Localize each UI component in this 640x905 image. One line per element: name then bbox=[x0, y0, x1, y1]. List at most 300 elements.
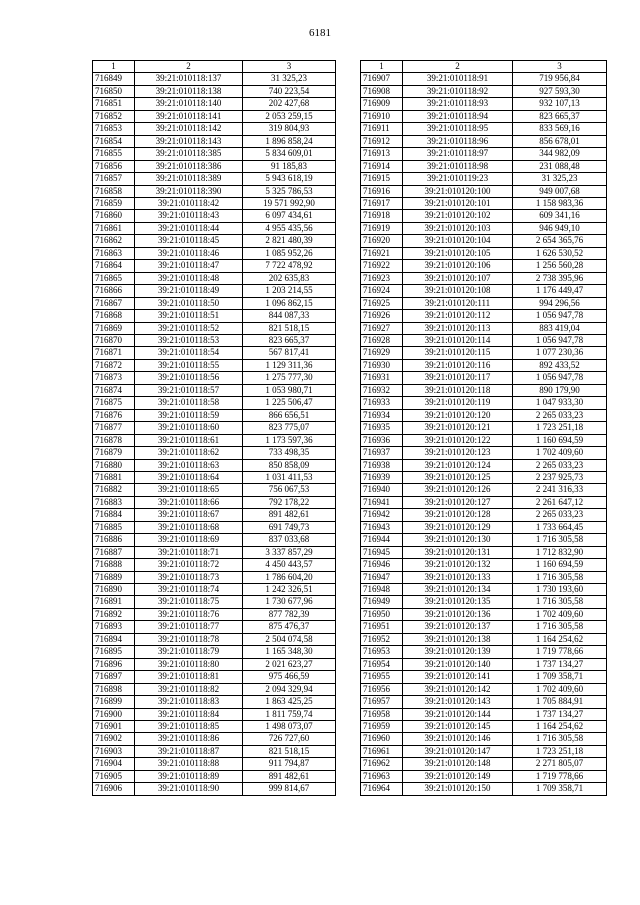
value-cell: 1 730 677,96 bbox=[243, 596, 336, 608]
row-number-cell: 716857 bbox=[93, 173, 135, 185]
table-row bbox=[361, 173, 607, 185]
row-number-cell: 716880 bbox=[93, 459, 135, 471]
value-cell: 1 242 326,51 bbox=[243, 584, 336, 596]
cadastral-number-cell: 39:21:010118:92 bbox=[403, 85, 513, 97]
cadastral-number-cell: 39:21:010118:386 bbox=[135, 160, 243, 172]
cadastral-number-cell: 39:21:010118:64 bbox=[135, 471, 243, 483]
cadastral-number-cell: 39:21:010118:141 bbox=[135, 110, 243, 122]
table-row bbox=[361, 73, 607, 85]
cadastral-number-cell: 39:21:010120:142 bbox=[403, 683, 513, 695]
value-cell: 1 096 862,15 bbox=[243, 297, 336, 309]
cadastral-number-cell: 39:21:010120:101 bbox=[403, 197, 513, 209]
value-cell: 5 943 618,19 bbox=[243, 173, 336, 185]
row-number-cell: 716893 bbox=[93, 621, 135, 633]
value-cell: 1 709 358,71 bbox=[513, 783, 607, 795]
row-number-cell: 716931 bbox=[361, 372, 403, 384]
row-number-cell: 716909 bbox=[361, 98, 403, 110]
cadastral-number-cell: 39:21:010120:125 bbox=[403, 471, 513, 483]
cadastral-number-cell: 39:21:010118:138 bbox=[135, 85, 243, 97]
value-cell: 823 665,37 bbox=[513, 110, 607, 122]
cadastral-number-cell: 39:21:010120:115 bbox=[403, 347, 513, 359]
row-number-cell: 716892 bbox=[93, 608, 135, 620]
table-row bbox=[93, 708, 336, 720]
row-number-cell: 716881 bbox=[93, 471, 135, 483]
table-row bbox=[361, 671, 607, 683]
table-row bbox=[361, 534, 607, 546]
value-cell: 609 341,16 bbox=[513, 210, 607, 222]
column-header: 1 bbox=[361, 61, 403, 73]
value-cell: 1 256 560,28 bbox=[513, 260, 607, 272]
cadastral-number-cell: 39:21:010118:86 bbox=[135, 733, 243, 745]
value-cell: 2 654 365,76 bbox=[513, 235, 607, 247]
value-cell: 319 804,93 bbox=[243, 123, 336, 135]
value-cell: 890 179,90 bbox=[513, 384, 607, 396]
cadastral-number-cell: 39:21:010118:142 bbox=[135, 123, 243, 135]
value-cell: 1 077 230,36 bbox=[513, 347, 607, 359]
cadastral-number-cell: 39:21:010118:73 bbox=[135, 571, 243, 583]
row-number-cell: 716878 bbox=[93, 434, 135, 446]
cadastral-number-cell: 39:21:010120:116 bbox=[403, 359, 513, 371]
cadastral-number-cell: 39:21:010118:54 bbox=[135, 347, 243, 359]
table-row bbox=[361, 359, 607, 371]
table-row bbox=[93, 459, 336, 471]
value-cell: 994 296,56 bbox=[513, 297, 607, 309]
value-cell: 975 466,59 bbox=[243, 671, 336, 683]
cadastral-number-cell: 39:21:010118:42 bbox=[135, 197, 243, 209]
cadastral-number-cell: 39:21:010120:100 bbox=[403, 185, 513, 197]
value-cell: 1 702 409,60 bbox=[513, 608, 607, 620]
column-header: 3 bbox=[513, 61, 607, 73]
row-number-cell: 716951 bbox=[361, 621, 403, 633]
table-row bbox=[361, 148, 607, 160]
cadastral-number-cell: 39:21:010120:138 bbox=[403, 633, 513, 645]
table-row bbox=[93, 770, 336, 782]
value-cell: 1 164 254,62 bbox=[513, 721, 607, 733]
table-row bbox=[93, 633, 336, 645]
value-cell: 823 775,07 bbox=[243, 422, 336, 434]
table-row bbox=[361, 633, 607, 645]
cadastral-number-cell: 39:21:010120:112 bbox=[403, 310, 513, 322]
value-cell: 733 498,35 bbox=[243, 447, 336, 459]
table-row bbox=[93, 534, 336, 546]
cadastral-number-cell: 39:21:010118:62 bbox=[135, 447, 243, 459]
value-cell: 6 097 434,61 bbox=[243, 210, 336, 222]
cadastral-number-cell: 39:21:010120:135 bbox=[403, 596, 513, 608]
value-cell: 31 325,23 bbox=[243, 73, 336, 85]
value-cell: 949 007,68 bbox=[513, 185, 607, 197]
row-number-cell: 716853 bbox=[93, 123, 135, 135]
value-cell: 821 518,15 bbox=[243, 322, 336, 334]
table-row bbox=[93, 384, 336, 396]
value-cell: 1 896 858,24 bbox=[243, 135, 336, 147]
cadastral-number-cell: 39:21:010120:127 bbox=[403, 496, 513, 508]
cadastral-number-cell: 39:21:010120:128 bbox=[403, 509, 513, 521]
table-row bbox=[361, 559, 607, 571]
table-row bbox=[93, 173, 336, 185]
table-row bbox=[361, 471, 607, 483]
cadastral-number-cell: 39:21:010118:81 bbox=[135, 671, 243, 683]
table-row bbox=[93, 571, 336, 583]
cadastral-number-cell: 39:21:010118:89 bbox=[135, 770, 243, 782]
cadastral-number-cell: 39:21:010118:137 bbox=[135, 73, 243, 85]
row-number-cell: 716945 bbox=[361, 546, 403, 558]
row-number-cell: 716956 bbox=[361, 683, 403, 695]
value-cell: 726 727,60 bbox=[243, 733, 336, 745]
table-row bbox=[361, 571, 607, 583]
row-number-cell: 716948 bbox=[361, 584, 403, 596]
cadastral-number-cell: 39:21:010118:85 bbox=[135, 721, 243, 733]
table-row bbox=[93, 347, 336, 359]
row-number-cell: 716952 bbox=[361, 633, 403, 645]
value-cell: 1 716 305,58 bbox=[513, 571, 607, 583]
cadastral-number-cell: 39:21:010120:123 bbox=[403, 447, 513, 459]
value-cell: 1 723 251,18 bbox=[513, 422, 607, 434]
value-cell: 1 716 305,58 bbox=[513, 596, 607, 608]
table-row bbox=[361, 708, 607, 720]
table-row bbox=[93, 372, 336, 384]
cadastral-number-cell: 39:21:010120:114 bbox=[403, 334, 513, 346]
table-row bbox=[93, 745, 336, 757]
value-cell: 1 203 214,55 bbox=[243, 285, 336, 297]
value-cell: 1 737 134,27 bbox=[513, 708, 607, 720]
row-number-cell: 716955 bbox=[361, 671, 403, 683]
column-header: 2 bbox=[135, 61, 243, 73]
table-row bbox=[361, 210, 607, 222]
cadastral-number-cell: 39:21:010118:77 bbox=[135, 621, 243, 633]
row-number-cell: 716936 bbox=[361, 434, 403, 446]
row-number-cell: 716888 bbox=[93, 559, 135, 571]
row-number-cell: 716864 bbox=[93, 260, 135, 272]
row-number-cell: 716866 bbox=[93, 285, 135, 297]
table-row bbox=[361, 222, 607, 234]
cadastral-number-cell: 39:21:010118:93 bbox=[403, 98, 513, 110]
value-cell: 2 271 805,07 bbox=[513, 758, 607, 770]
table-row bbox=[361, 372, 607, 384]
table-row bbox=[93, 272, 336, 284]
row-number-cell: 716871 bbox=[93, 347, 135, 359]
table-row bbox=[93, 185, 336, 197]
row-number-cell: 716896 bbox=[93, 658, 135, 670]
row-number-cell: 716903 bbox=[93, 745, 135, 757]
row-number-cell: 716889 bbox=[93, 571, 135, 583]
table-row bbox=[361, 123, 607, 135]
row-number-cell: 716960 bbox=[361, 733, 403, 745]
table-row bbox=[93, 285, 336, 297]
value-cell: 2 021 623,27 bbox=[243, 658, 336, 670]
value-cell: 1 129 311,36 bbox=[243, 359, 336, 371]
column-header: 3 bbox=[243, 61, 336, 73]
table-row bbox=[361, 596, 607, 608]
row-number-cell: 716957 bbox=[361, 696, 403, 708]
row-number-cell: 716861 bbox=[93, 222, 135, 234]
row-number-cell: 716938 bbox=[361, 459, 403, 471]
table-header-row bbox=[361, 61, 607, 73]
row-number-cell: 716855 bbox=[93, 148, 135, 160]
value-cell: 2 821 480,39 bbox=[243, 235, 336, 247]
row-number-cell: 716912 bbox=[361, 135, 403, 147]
row-number-cell: 716869 bbox=[93, 322, 135, 334]
row-number-cell: 716851 bbox=[93, 98, 135, 110]
row-number-cell: 716915 bbox=[361, 173, 403, 185]
value-cell: 792 178,22 bbox=[243, 496, 336, 508]
table-row bbox=[93, 297, 336, 309]
table-row bbox=[93, 447, 336, 459]
row-number-cell: 716911 bbox=[361, 123, 403, 135]
row-number-cell: 716873 bbox=[93, 372, 135, 384]
value-cell: 999 814,67 bbox=[243, 783, 336, 795]
value-cell: 1 047 933,30 bbox=[513, 397, 607, 409]
cadastral-number-cell: 39:21:010118:47 bbox=[135, 260, 243, 272]
table-row bbox=[361, 770, 607, 782]
table-row bbox=[361, 745, 607, 757]
row-number-cell: 716918 bbox=[361, 210, 403, 222]
table-row bbox=[93, 671, 336, 683]
table-row bbox=[361, 297, 607, 309]
row-number-cell: 716942 bbox=[361, 509, 403, 521]
cadastral-number-cell: 39:21:010118:97 bbox=[403, 148, 513, 160]
cadastral-number-cell: 39:21:010118:95 bbox=[403, 123, 513, 135]
cadastral-number-cell: 39:21:010120:117 bbox=[403, 372, 513, 384]
cadastral-number-cell: 39:21:010118:96 bbox=[403, 135, 513, 147]
cadastral-number-cell: 39:21:010118:51 bbox=[135, 310, 243, 322]
table-row bbox=[361, 733, 607, 745]
row-number-cell: 716877 bbox=[93, 422, 135, 434]
cadastral-number-cell: 39:21:010120:150 bbox=[403, 783, 513, 795]
row-number-cell: 716908 bbox=[361, 85, 403, 97]
row-number-cell: 716950 bbox=[361, 608, 403, 620]
row-number-cell: 716849 bbox=[93, 73, 135, 85]
table-row bbox=[361, 696, 607, 708]
value-cell: 1 085 952,26 bbox=[243, 247, 336, 259]
row-number-cell: 716937 bbox=[361, 447, 403, 459]
column-header: 1 bbox=[93, 61, 135, 73]
table-row bbox=[93, 359, 336, 371]
cadastral-number-cell: 39:21:010118:72 bbox=[135, 559, 243, 571]
cadastral-number-cell: 39:21:010118:56 bbox=[135, 372, 243, 384]
cadastral-number-cell: 39:21:010118:60 bbox=[135, 422, 243, 434]
value-cell: 740 223,54 bbox=[243, 85, 336, 97]
cadastral-number-cell: 39:21:010118:94 bbox=[403, 110, 513, 122]
table-row bbox=[93, 733, 336, 745]
cadastral-number-cell: 39:21:010118:76 bbox=[135, 608, 243, 620]
table-row bbox=[93, 73, 336, 85]
table-row bbox=[93, 658, 336, 670]
row-number-cell: 716963 bbox=[361, 770, 403, 782]
value-cell: 837 033,68 bbox=[243, 534, 336, 546]
value-cell: 91 185,83 bbox=[243, 160, 336, 172]
row-number-cell: 716900 bbox=[93, 708, 135, 720]
row-number-cell: 716906 bbox=[93, 783, 135, 795]
table-right-body bbox=[361, 61, 607, 796]
row-number-cell: 716927 bbox=[361, 322, 403, 334]
table-left-body bbox=[93, 61, 336, 796]
row-number-cell: 716919 bbox=[361, 222, 403, 234]
table-row bbox=[93, 471, 336, 483]
table-row bbox=[93, 85, 336, 97]
value-cell: 1 056 947,78 bbox=[513, 334, 607, 346]
row-number-cell: 716863 bbox=[93, 247, 135, 259]
value-cell: 856 678,01 bbox=[513, 135, 607, 147]
cadastral-number-cell: 39:21:010120:130 bbox=[403, 534, 513, 546]
table-row bbox=[361, 197, 607, 209]
row-number-cell: 716891 bbox=[93, 596, 135, 608]
cadastral-number-cell: 39:21:010118:67 bbox=[135, 509, 243, 521]
table-row bbox=[361, 397, 607, 409]
value-cell: 1 498 073,07 bbox=[243, 721, 336, 733]
table-row bbox=[93, 484, 336, 496]
row-number-cell: 716914 bbox=[361, 160, 403, 172]
row-number-cell: 716921 bbox=[361, 247, 403, 259]
table-row bbox=[93, 409, 336, 421]
row-number-cell: 716882 bbox=[93, 484, 135, 496]
row-number-cell: 716902 bbox=[93, 733, 135, 745]
row-number-cell: 716905 bbox=[93, 770, 135, 782]
value-cell: 1 730 193,60 bbox=[513, 584, 607, 596]
table-row bbox=[93, 110, 336, 122]
table-row bbox=[93, 222, 336, 234]
table-row bbox=[93, 235, 336, 247]
table-row bbox=[361, 758, 607, 770]
row-number-cell: 716874 bbox=[93, 384, 135, 396]
cadastral-number-cell: 39:21:010118:143 bbox=[135, 135, 243, 147]
cadastral-number-cell: 39:21:010118:46 bbox=[135, 247, 243, 259]
value-cell: 2 261 647,12 bbox=[513, 496, 607, 508]
row-number-cell: 716898 bbox=[93, 683, 135, 695]
row-number-cell: 716876 bbox=[93, 409, 135, 421]
value-cell: 2 738 395,96 bbox=[513, 272, 607, 284]
cadastral-number-cell: 39:21:010120:121 bbox=[403, 422, 513, 434]
cadastral-number-cell: 39:21:010118:90 bbox=[135, 783, 243, 795]
cadastral-number-cell: 39:21:010118:65 bbox=[135, 484, 243, 496]
table-row bbox=[93, 783, 336, 795]
value-cell: 202 635,83 bbox=[243, 272, 336, 284]
table-row bbox=[93, 322, 336, 334]
table-row bbox=[93, 521, 336, 533]
table-row bbox=[93, 197, 336, 209]
value-cell: 821 518,15 bbox=[243, 745, 336, 757]
cadastral-number-cell: 39:21:010120:131 bbox=[403, 546, 513, 558]
value-cell: 1 702 409,60 bbox=[513, 447, 607, 459]
cadastral-number-cell: 39:21:010120:132 bbox=[403, 559, 513, 571]
table-row bbox=[361, 260, 607, 272]
row-number-cell: 716916 bbox=[361, 185, 403, 197]
table-row bbox=[361, 783, 607, 795]
cadastral-number-cell: 39:21:010118:69 bbox=[135, 534, 243, 546]
cadastral-number-cell: 39:21:010118:75 bbox=[135, 596, 243, 608]
cadastral-number-cell: 39:21:010118:71 bbox=[135, 546, 243, 558]
row-number-cell: 716897 bbox=[93, 671, 135, 683]
value-cell: 1 733 664,45 bbox=[513, 521, 607, 533]
cadastral-number-cell: 39:21:010118:43 bbox=[135, 210, 243, 222]
cadastral-number-cell: 39:21:010120:104 bbox=[403, 235, 513, 247]
value-cell: 2 265 033,23 bbox=[513, 509, 607, 521]
value-cell: 1 031 411,53 bbox=[243, 471, 336, 483]
row-number-cell: 716922 bbox=[361, 260, 403, 272]
row-number-cell: 716899 bbox=[93, 696, 135, 708]
table-row bbox=[93, 496, 336, 508]
row-number-cell: 716856 bbox=[93, 160, 135, 172]
value-cell: 2 237 925,73 bbox=[513, 471, 607, 483]
value-cell: 1 626 530,52 bbox=[513, 247, 607, 259]
value-cell: 1 712 832,90 bbox=[513, 546, 607, 558]
cadastral-number-cell: 39:21:010120:106 bbox=[403, 260, 513, 272]
table-row bbox=[361, 447, 607, 459]
cadastral-number-cell: 39:21:010120:119 bbox=[403, 397, 513, 409]
cadastral-number-cell: 39:21:010120:113 bbox=[403, 322, 513, 334]
cadastral-number-cell: 39:21:010119:23 bbox=[403, 173, 513, 185]
value-cell: 1 056 947,78 bbox=[513, 372, 607, 384]
cadastral-number-cell: 39:21:010118:91 bbox=[403, 73, 513, 85]
cadastral-number-cell: 39:21:010120:111 bbox=[403, 297, 513, 309]
value-cell: 891 482,61 bbox=[243, 770, 336, 782]
cadastral-number-cell: 39:21:010120:143 bbox=[403, 696, 513, 708]
table-row bbox=[93, 596, 336, 608]
value-cell: 2 053 259,15 bbox=[243, 110, 336, 122]
value-cell: 1 737 134,27 bbox=[513, 658, 607, 670]
value-cell: 567 817,41 bbox=[243, 347, 336, 359]
cadastral-number-cell: 39:21:010118:48 bbox=[135, 272, 243, 284]
row-number-cell: 716953 bbox=[361, 646, 403, 658]
row-number-cell: 716862 bbox=[93, 235, 135, 247]
cadastral-number-cell: 39:21:010118:79 bbox=[135, 646, 243, 658]
table-row bbox=[93, 422, 336, 434]
cadastral-number-cell: 39:21:010120:140 bbox=[403, 658, 513, 670]
value-cell: 1 723 251,18 bbox=[513, 745, 607, 757]
row-number-cell: 716886 bbox=[93, 534, 135, 546]
table-row bbox=[93, 546, 336, 558]
value-cell: 202 427,68 bbox=[243, 98, 336, 110]
row-number-cell: 716920 bbox=[361, 235, 403, 247]
row-number-cell: 716887 bbox=[93, 546, 135, 558]
row-number-cell: 716904 bbox=[93, 758, 135, 770]
row-number-cell: 716913 bbox=[361, 148, 403, 160]
table-row bbox=[93, 721, 336, 733]
value-cell: 911 794,87 bbox=[243, 758, 336, 770]
row-number-cell: 716850 bbox=[93, 85, 135, 97]
table-row bbox=[361, 521, 607, 533]
row-number-cell: 716868 bbox=[93, 310, 135, 322]
cadastral-number-cell: 39:21:010118:74 bbox=[135, 584, 243, 596]
table-row bbox=[361, 322, 607, 334]
cadastral-number-cell: 39:21:010120:134 bbox=[403, 584, 513, 596]
row-number-cell: 716872 bbox=[93, 359, 135, 371]
table-row bbox=[93, 98, 336, 110]
table-row bbox=[93, 584, 336, 596]
cadastral-number-cell: 39:21:010120:122 bbox=[403, 434, 513, 446]
cadastral-number-cell: 39:21:010120:144 bbox=[403, 708, 513, 720]
table-row bbox=[361, 272, 607, 284]
table-row bbox=[93, 310, 336, 322]
row-number-cell: 716858 bbox=[93, 185, 135, 197]
cadastral-number-cell: 39:21:010118:50 bbox=[135, 297, 243, 309]
row-number-cell: 716939 bbox=[361, 471, 403, 483]
row-number-cell: 716962 bbox=[361, 758, 403, 770]
row-number-cell: 716964 bbox=[361, 783, 403, 795]
value-cell: 1 705 884,91 bbox=[513, 696, 607, 708]
row-number-cell: 716865 bbox=[93, 272, 135, 284]
table-header-row bbox=[93, 61, 336, 73]
table-row bbox=[361, 110, 607, 122]
row-number-cell: 716925 bbox=[361, 297, 403, 309]
cadastral-number-cell: 39:21:010118:63 bbox=[135, 459, 243, 471]
row-number-cell: 716852 bbox=[93, 110, 135, 122]
table-row bbox=[361, 384, 607, 396]
table-row bbox=[361, 409, 607, 421]
table-row bbox=[361, 658, 607, 670]
value-cell: 4 955 435,56 bbox=[243, 222, 336, 234]
cadastral-number-cell: 39:21:010120:146 bbox=[403, 733, 513, 745]
value-cell: 1 702 409,60 bbox=[513, 683, 607, 695]
